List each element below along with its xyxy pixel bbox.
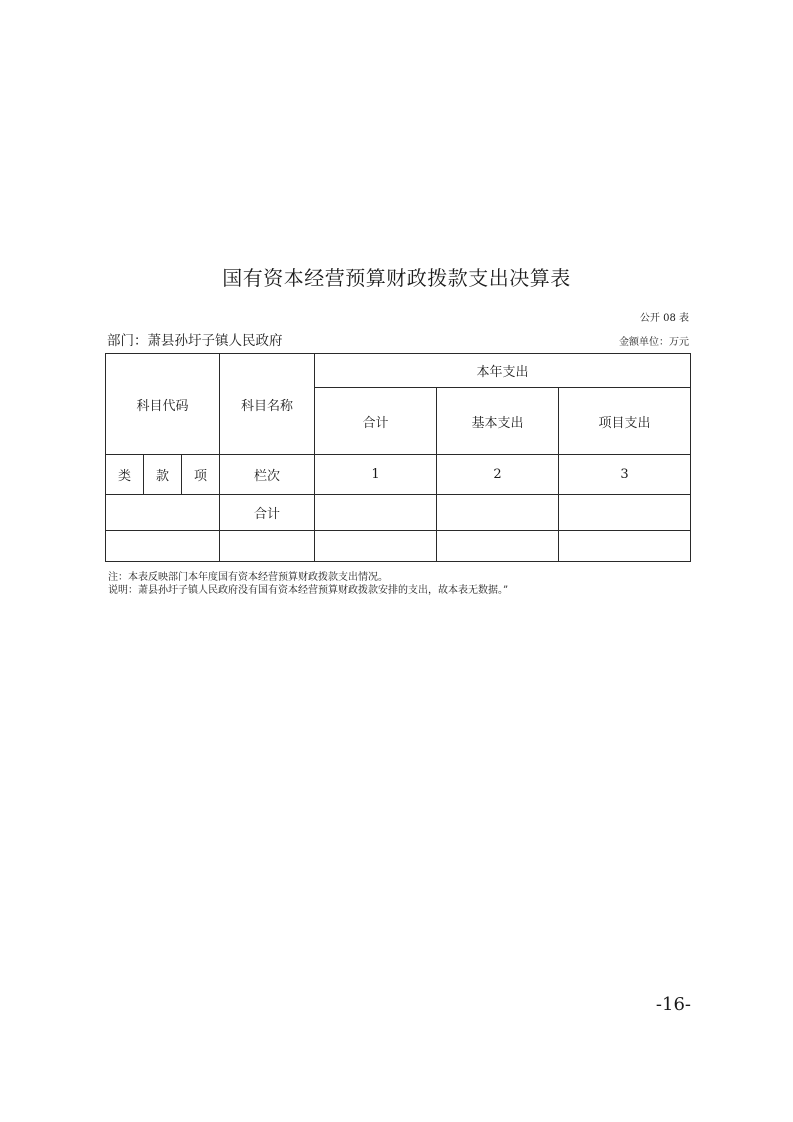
note-line: 注：本表反映部门本年度国有资本经营预算财政拨款支出情况。 bbox=[108, 572, 388, 583]
index-column-label: 栏次 bbox=[220, 455, 315, 495]
header-basic-expenditure: 基本支出 bbox=[437, 388, 559, 455]
expenditure-table bbox=[105, 353, 691, 562]
total-row-project bbox=[559, 495, 691, 531]
total-row-basic bbox=[437, 495, 559, 531]
notes bbox=[108, 571, 508, 597]
empty-row-basic bbox=[437, 531, 559, 562]
table-id: 公开 08 表 bbox=[639, 313, 689, 324]
total-row-code bbox=[106, 495, 220, 531]
total-row-total bbox=[315, 495, 437, 531]
index-col-1: 1 bbox=[315, 455, 437, 495]
index-col-3: 3 bbox=[559, 455, 691, 495]
empty-row-project bbox=[559, 531, 691, 562]
page-number: -16- bbox=[655, 994, 691, 1015]
empty-row-code bbox=[106, 531, 220, 562]
header-total: 合计 bbox=[315, 388, 437, 455]
explanation-line: 说明：萧县孙圩子镇人民政府没有国有资本经营预算财政拨款安排的支出，故本表无数据。” bbox=[108, 585, 509, 596]
header-current-year-expenditure: 本年支出 bbox=[315, 354, 691, 388]
header-subject-code: 科目代码 bbox=[106, 354, 220, 455]
index-section: 款 bbox=[144, 455, 182, 495]
total-row-label: 合计 bbox=[220, 495, 315, 531]
unit-label: 金额单位：万元 bbox=[619, 337, 689, 348]
empty-row-name bbox=[220, 531, 315, 562]
index-col-2: 2 bbox=[437, 455, 559, 495]
header-project-expenditure: 项目支出 bbox=[559, 388, 691, 455]
empty-row-total bbox=[315, 531, 437, 562]
page-title: 国有资本经营预算财政拨款支出决算表 bbox=[222, 266, 571, 290]
department-label: 部门：萧县孙圩子镇人民政府 bbox=[107, 333, 283, 349]
header-subject-name: 科目名称 bbox=[220, 354, 315, 455]
index-category: 类 bbox=[106, 455, 144, 495]
index-item: 项 bbox=[182, 455, 220, 495]
